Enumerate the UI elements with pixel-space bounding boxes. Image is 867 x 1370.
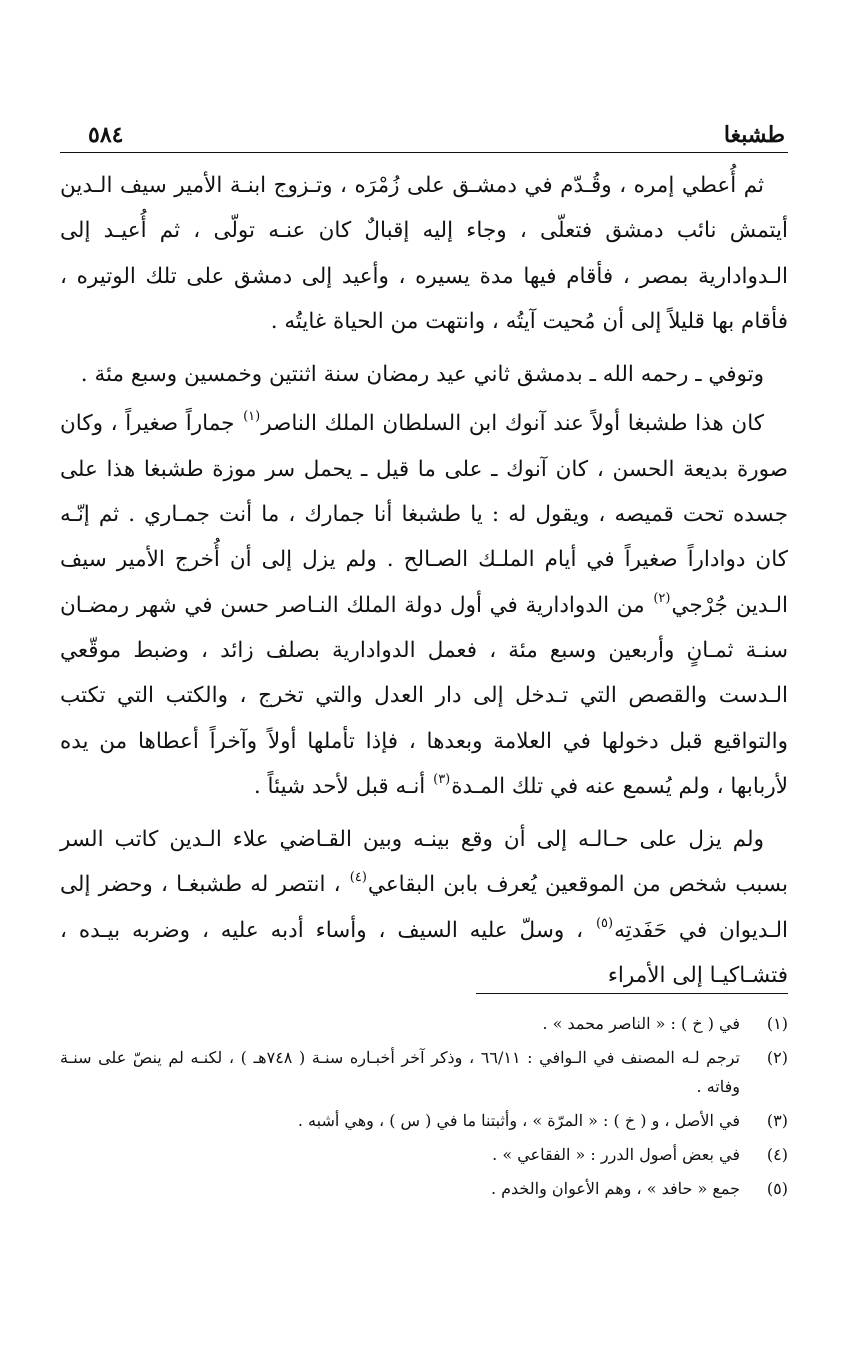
footnote-ref-4[interactable]: (٤) [349, 870, 367, 886]
footnote-ref-1[interactable]: (١) [243, 409, 261, 425]
footnote-number: (١) [766, 1014, 788, 1033]
paragraph-3-text-d: أنـه قبل لأحد شيئاً . [253, 773, 433, 799]
footnote-5 [60, 1174, 788, 1203]
running-header [88, 112, 785, 148]
paragraph-2 [60, 352, 788, 397]
footnote-number: (٤) [766, 1145, 788, 1164]
footnotes [60, 1009, 788, 1208]
footnote-number: (٥) [766, 1179, 788, 1198]
footnote-text: ترجم لـه المصنف في الـوافي : ٦٦/١١ ، وذكر آخر أخبـاره سنـة ( ٧٤٨هـ ) ، لكنـه لم ينصّ على سنـة وفاته . [60, 1048, 741, 1096]
paragraph-4-text-b: ، انتصر له طشبغـا ، وحضر إلى الـديوان في حَفَدتِه [60, 872, 788, 943]
footnote-ref-2[interactable]: (٢) [653, 590, 671, 606]
page-number: ٥٨٤ [88, 122, 124, 148]
footnote-number: (٣) [766, 1111, 788, 1130]
paragraph-4-text-c: ، وسلّ عليه السيف ، وأساء أدبه عليه ، وضربه بيـده ، فتشـاكيـا إلى الأمراء [60, 917, 788, 989]
footnote-number: (٢) [766, 1048, 788, 1067]
footnote-4 [60, 1140, 788, 1169]
paragraph-4-text-a: ولم يزل على حـالـه إلى أن وقع بينـه وبين القـاضي علاء الـدين كاتب السر بسبب شخص من الموقعين يُعرف بابن البقاعي [60, 827, 789, 898]
footnote-ref-5[interactable]: (٥) [595, 915, 614, 931]
footnote-2 [60, 1043, 788, 1101]
main-text [60, 163, 788, 998]
footnote-separator [476, 993, 788, 994]
footnote-text: في ( خ ) : « الناصر محمد » . [542, 1014, 740, 1033]
paragraph-2-text: وتوفي ـ رحمه الله ـ بدمشق ثاني عيد رمضان سنة اثنتين وخمسين وسبع مئة . [80, 362, 764, 388]
paragraph-1-text: ثم أُعطي إمره ، وقُـدّم في دمشـق على زُمْرَه ، وتـزوج ابنـة الأمير سيف الـدين أيتمش نائب دمشق فتعلّى ، وجاء إليه إقبالٌ كان عنـه تولّى ، ثم أُعيـد إلى الـدوادارية بمصر ، فأقام فيها مدة يسيره ، وأعيد إلى دمشق على تلك الوتيره ، فأقام بها قليلاً إلى أن مُحيت آيتُه ، وانتهت من الحياة غايتُه . [60, 173, 788, 334]
paragraph-3 [60, 401, 788, 809]
footnote-ref-3[interactable]: (٣) [433, 771, 451, 787]
paragraph-4 [60, 817, 788, 998]
footnote-3 [60, 1106, 788, 1135]
footnote-text: جمع « حافد » ، وهم الأعوان والخدم . [490, 1179, 740, 1198]
paragraph-3-text-a: كان هذا طشبغا أولاً عند آنوك ابن السلطان الملك الناصر [261, 411, 764, 437]
paragraph-3-text-c: من الدوادارية في أول دولة الملك النـاصر حسن في شهر رمضـان سنـة ثمـانٍ وأربعين وسبع مئة ، فعمل الدوادارية بصلف زائد ، وضبط موقّعي الـدست والقصص التي تـدخل إلى دار العدل والتي تخرج ، والكتب التي تكتب والتواقيع قبل دخولها في العلامة وبعدها ، فإذا تأملها أولاً وآخراً أعطاها من يده لأربابها ، ولم يُسمع عنه في تلك المـدة [60, 592, 788, 799]
footnote-text: في بعض أصول الدرر : « الفقاعي » . [492, 1145, 740, 1164]
paragraph-3-text-b: جماراً صغيراً ، وكان صورة بديعة الحسن ، كان آنوك ـ على ما قيل ـ يحمل سر موزة طشبغا هذا على جسده تحت قميصه ، ويقول له : يا طشبغا أنا جمارك ، ما أنت جمـاري . ثم إنّـه كان دواداراً صغيراً في أيام الملـك الصـالح . ولم يزل إلى أن أُخرج الأمير سيف الـدين جُرْجي [60, 411, 788, 618]
paragraph-1 [60, 163, 788, 344]
footnote-text: في الأصل ، و ( خ ) : « المرّة » ، وأثبتنا ما في ( س ) ، وهي أشبه . [297, 1111, 740, 1130]
footnote-1 [60, 1009, 788, 1038]
header-rule [60, 152, 788, 153]
running-title: طشبغا [723, 122, 785, 148]
